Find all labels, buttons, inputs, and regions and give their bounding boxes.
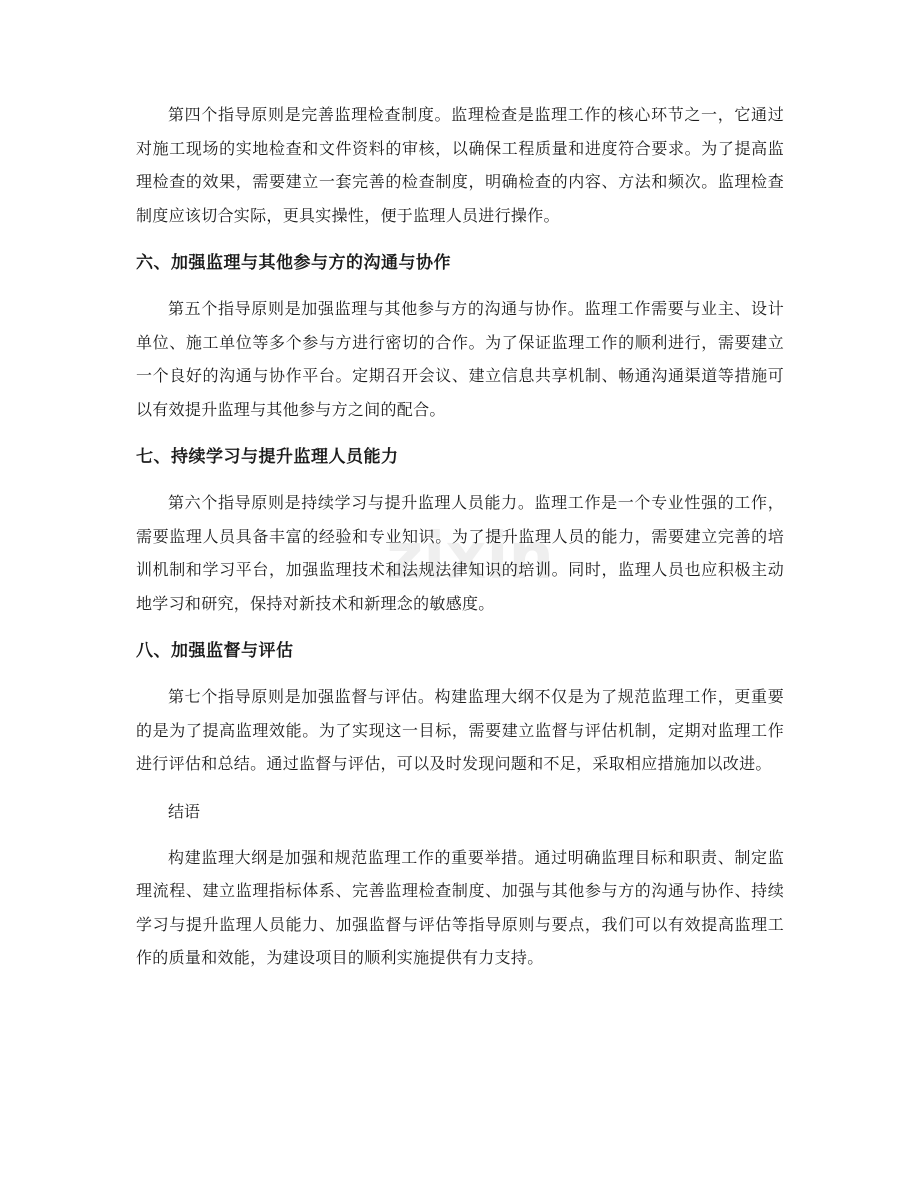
watermark-text: zixin <box>386 520 554 594</box>
conclusion-label: 结语 <box>168 801 201 821</box>
heading-section-7: 七、持续学习与提升监理人员能力 <box>136 447 399 467</box>
paragraph-principle-5: 第五个指导原则是加强监理与其他参与方的沟通与协作。监理工作需要与业主、设计单位、施工单位等多个参与方进行密切的合作。为了保证监理工作的顺利进行，需要建立一个良好的沟通与协作平台。定期召开会议、建立信息共享机制、畅通沟通渠道等措施可以有效提升监理与其他参与方之间的配合。 <box>136 299 784 419</box>
document-page <box>136 98 784 975</box>
paragraph-principle-4: 第四个指导原则是完善监理检查制度。监理检查是监理工作的核心环节之一，它通过对施工现场的实地检查和文件资料的审核，以确保工程质量和进度符合要求。为了提高监理检查的效果，需要建立一套完善的检查制度，明确检查的内容、方法和频次。监理检查制度应该切合实际，更具实操性，便于监理人员进行操作。 <box>136 105 784 225</box>
paragraph-conclusion: 构建监理大纲是加强和规范监理工作的重要举措。通过明确监理目标和职责、制定监理流程、建立监理指标体系、完善监理检查制度、加强与其他参与方的沟通与协作、持续学习与提升监理人员能力、加强监督与评估等指导原则与要点，我们可以有效提高监理工作的质量和效能，为建设项目的顺利实施提供有力支持。 <box>136 847 784 967</box>
paragraph-principle-6: 第六个指导原则是持续学习与提升监理人员能力。监理工作是一个专业性强的工作，需要监理人员具备丰富的经验和专业知识。为了提升监理人员的能力，需要建立完善的培训机制和学习平台，加强监理技术和法规法律知识的培训。同时，监理人员也应积极主动地学习和研究，保持对新技术和新理念的敏感度。 <box>136 493 784 613</box>
heading-section-8: 八、加强监督与评估 <box>136 641 294 661</box>
heading-section-6: 六、加强监理与其他参与方的沟通与协作 <box>136 253 451 273</box>
paragraph-principle-7: 第七个指导原则是加强监督与评估。构建监理大纲不仅是为了规范监理工作，更重要的是为了提高监理效能。为了实现这一目标，需要建立监督与评估机制，定期对监理工作进行评估和总结。通过监督与评估，可以及时发现问题和不足，采取相应措施加以改进。 <box>136 687 784 773</box>
